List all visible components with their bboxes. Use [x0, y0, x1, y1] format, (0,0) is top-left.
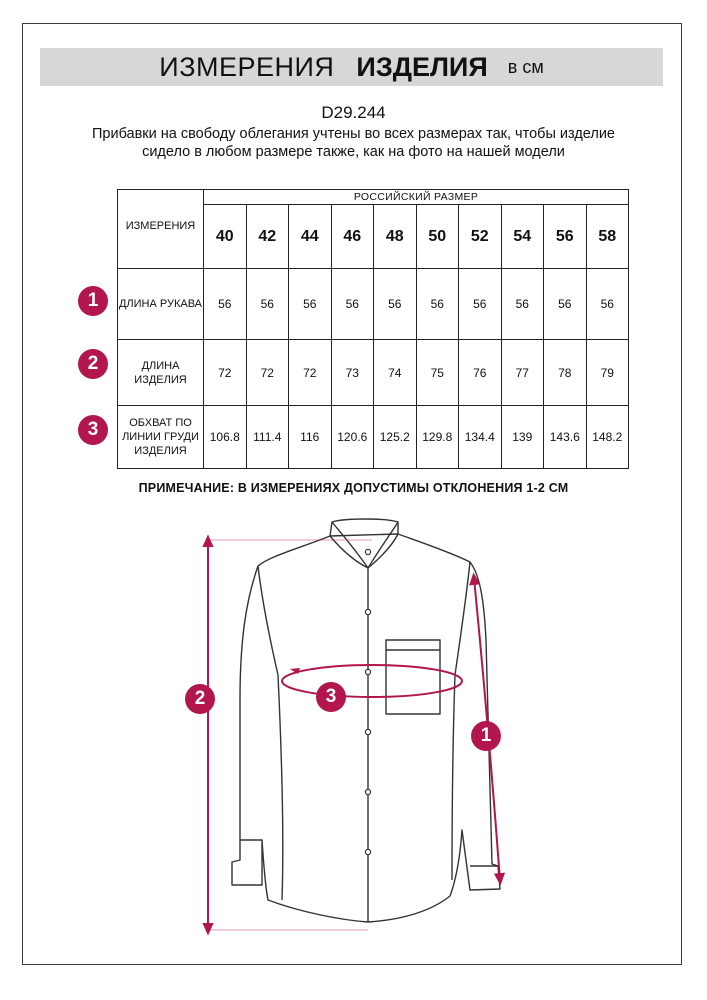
value-cell: 139 — [501, 406, 544, 469]
row-number-badge: 3 — [78, 415, 108, 445]
size-cell: 48 — [374, 205, 417, 269]
value-cell: 56 — [501, 269, 544, 340]
title-light: ИЗМЕРЕНИЯ — [159, 51, 335, 82]
measure-header: ИЗМЕРЕНИЯ — [118, 190, 204, 269]
row-label: ОБХВАТ ПО ЛИНИИ ГРУДИ ИЗДЕЛИЯ — [118, 406, 204, 469]
marker-badge-chest: 3 — [316, 682, 346, 712]
value-cell: 77 — [501, 340, 544, 406]
size-cell: 52 — [459, 205, 502, 269]
value-cell: 106.8 — [204, 406, 247, 469]
value-cell: 125.2 — [374, 406, 417, 469]
value-cell: 76 — [459, 340, 502, 406]
size-cell: 54 — [501, 205, 544, 269]
marker-badge-length: 2 — [185, 684, 215, 714]
value-cell: 56 — [586, 269, 629, 340]
value-cell: 56 — [544, 269, 587, 340]
value-cell: 120.6 — [331, 406, 374, 469]
value-cell: 56 — [459, 269, 502, 340]
shirt-outline — [232, 519, 500, 922]
value-cell: 148.2 — [586, 406, 629, 469]
size-cell: 58 — [586, 205, 629, 269]
chest-girth-ellipse — [282, 665, 462, 697]
value-cell: 56 — [204, 269, 247, 340]
value-cell: 56 — [416, 269, 459, 340]
size-cell: 42 — [246, 205, 289, 269]
value-cell: 56 — [374, 269, 417, 340]
value-cell: 56 — [331, 269, 374, 340]
title-unit: в см — [507, 56, 544, 77]
title-bold: ИЗДЕЛИЯ — [356, 51, 488, 82]
value-cell: 72 — [289, 340, 332, 406]
value-cell: 72 — [246, 340, 289, 406]
size-cell: 40 — [204, 205, 247, 269]
value-cell: 75 — [416, 340, 459, 406]
row-number-badge: 1 — [78, 286, 108, 316]
value-cell: 134.4 — [459, 406, 502, 469]
value-cell: 143.6 — [544, 406, 587, 469]
value-cell: 56 — [246, 269, 289, 340]
value-cell: 116 — [289, 406, 332, 469]
size-cell: 56 — [544, 205, 587, 269]
value-cell: 129.8 — [416, 406, 459, 469]
row-label: ДЛИНА ИЗДЕЛИЯ — [118, 340, 204, 406]
size-cell: 50 — [416, 205, 459, 269]
product-code: D29.244 — [321, 103, 386, 122]
row-label: ДЛИНА РУКАВА — [118, 269, 204, 340]
value-cell: 79 — [586, 340, 629, 406]
value-cell: 56 — [289, 269, 332, 340]
value-cell: 78 — [544, 340, 587, 406]
value-cell: 73 — [331, 340, 374, 406]
size-header: РОССИЙСКИЙ РАЗМЕР — [204, 190, 629, 205]
value-cell: 72 — [204, 340, 247, 406]
value-cell: 111.4 — [246, 406, 289, 469]
value-cell: 74 — [374, 340, 417, 406]
tolerance-remark: ПРИМЕЧАНИЕ: В ИЗМЕРЕНИЯХ ДОПУСТИМЫ ОТКЛОНЕНИЯ 1-2 СМ — [138, 481, 569, 495]
row-number-badge: 2 — [78, 349, 108, 379]
marker-badge-sleeve: 1 — [471, 721, 501, 751]
size-cell: 44 — [289, 205, 332, 269]
fit-note: Прибавки на свободу облегания учтены во всех размерах так, чтобы изделие сидело в любом размере также, как на фото на нашей модели — [91, 126, 615, 160]
size-cell: 46 — [331, 205, 374, 269]
